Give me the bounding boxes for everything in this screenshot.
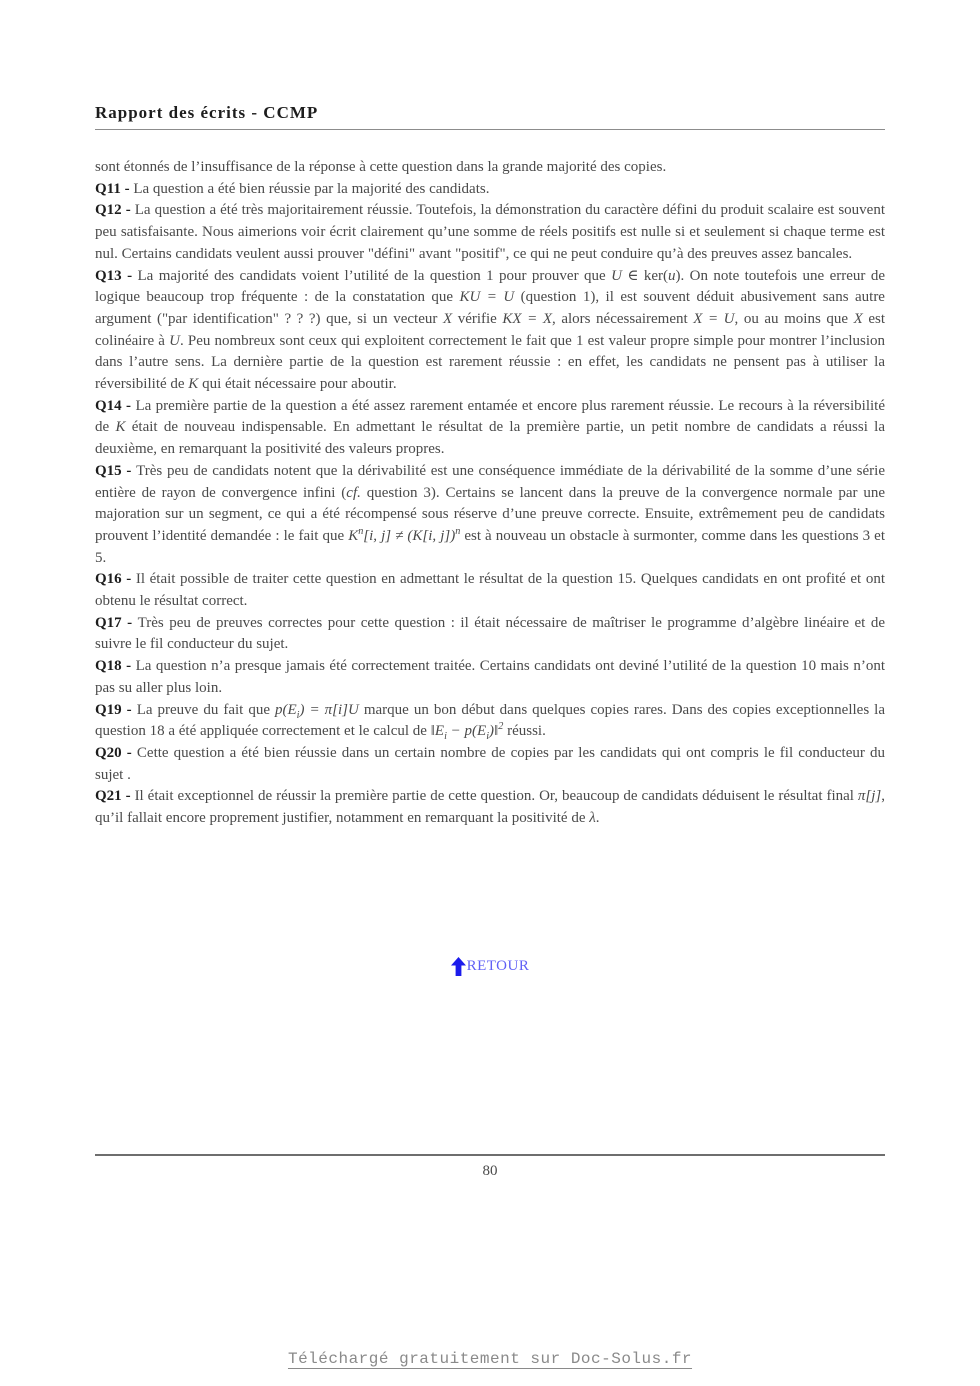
retour-label: RETOUR <box>466 958 530 974</box>
math-inline: KU = U <box>459 289 515 306</box>
text-run: ∈ ker( <box>621 267 668 284</box>
question-paragraph <box>95 786 885 829</box>
math-inline: n <box>455 525 461 537</box>
text-run: Il était possible de traiter cette question en admettant le résultat de la question 15. Quelques candidats en ont profité et ont obtenu le résultat correct. <box>95 571 885 610</box>
question-paragraph <box>95 179 885 201</box>
text-run: est colinéaire à <box>95 310 885 349</box>
question-label: Q16 - <box>95 571 136 588</box>
page-header-title: Rapport des écrits - CCMP <box>95 103 319 122</box>
question-label: Q19 - <box>95 701 137 718</box>
text-run: La preuve du fait que <box>136 701 275 718</box>
question-label: Q21 - <box>95 788 135 805</box>
text-run: ). On note toutefois une erreur de logique beaucoup trop fréquente : de la constatation que <box>95 267 885 306</box>
text-run: , qu’il fallait encore proprement justifier, notamment en remarquant la positivité de <box>95 788 885 827</box>
text-run: Très peu de preuves correctes pour cette question : il était nécessaire de maîtriser le programme d’algèbre linéaire et de suivre le fil conducteur du sujet. <box>95 614 885 653</box>
math-inline: K <box>348 527 359 544</box>
up-arrow-icon <box>451 957 466 976</box>
text-run: marque un bon début dans quelques copies rares. Dans des copies exceptionnelles la question 18 a été appliquée correctement et le calcul de <box>95 701 886 740</box>
math-inline: i <box>444 731 447 743</box>
text-run: vérifie <box>452 310 503 327</box>
question-label: Q20 - <box>95 744 137 761</box>
math-inline: i <box>486 731 490 743</box>
text-run: La première partie de la question a été assez rarement entamée et encore plus rarement réussie. Le recours à la réversibilité de <box>95 397 885 436</box>
question-label: Q17 - <box>95 614 138 631</box>
text-run: , ou au moins que <box>734 310 854 327</box>
text-run: est à nouveau un obstacle à surmonter, comme dans les questions 3 et 5. <box>95 527 886 566</box>
question-paragraph <box>95 157 885 179</box>
page-number: 80 <box>482 1163 498 1179</box>
math-inline: π[j] <box>857 788 882 805</box>
footer-rule <box>95 1154 885 1156</box>
question-paragraph <box>95 266 885 396</box>
question-paragraph <box>95 396 885 461</box>
question-paragraph <box>95 461 885 570</box>
question-paragraph <box>95 656 885 699</box>
text-run: était de nouveau indispensable. En admettant le résultat de la première partie, un petit nombre de candidats a réussi la deuxième, en remarquant la positivité des valeurs propres. <box>95 419 885 458</box>
text-run: La question a été bien réussie par la majorité des candidats. <box>133 180 490 197</box>
math-inline: ) = π[i]U <box>299 701 359 718</box>
question-label: Q15 - <box>95 462 137 479</box>
header-rule <box>95 129 885 130</box>
question-paragraph <box>95 200 885 265</box>
math-inline: X <box>442 310 453 327</box>
question-paragraph <box>95 743 885 786</box>
text-run: réussi. <box>503 723 546 740</box>
text-run: Il était exceptionnel de réussir la première partie de cette question. Or, beaucoup de candidats déduisent le résultat final <box>134 788 858 805</box>
math-inline: p(E <box>275 701 297 718</box>
text-run: . <box>595 810 600 827</box>
question-label: Q13 - <box>95 267 138 284</box>
math-inline: )‖ <box>489 723 499 740</box>
text-run: (question 1), il est souvent déduit abusivement sans autre argument ("par identification" ? ? ?) que, si un vecteur <box>95 289 885 327</box>
math-inline: i <box>296 709 300 721</box>
math-inline: λ <box>589 810 596 827</box>
math-inline: cf. <box>346 484 361 501</box>
math-inline: U <box>611 267 622 284</box>
text-run: . Peu nombreux sont ceux qui exploitent correctement le fait que 1 est valeur propre simple pour montrer l’inclusion dans l’autre sens. La dernière partie de la question est rarement réussie : en effet, les candidats ne pensent pas à utiliser la réversibilité de <box>95 332 885 393</box>
math-inline: U <box>169 332 180 349</box>
text-run: Très peu de candidats notent que la dérivabilité est une conséquence immédiate de la dérivabilité de la somme d’une série entière de rayon de convergence infini ( <box>95 462 885 501</box>
question-paragraph <box>95 569 885 612</box>
question-paragraph <box>95 613 885 656</box>
math-inline: K <box>115 419 126 436</box>
text-run: La majorité des candidats voient l’utilité de la question 1 pour prouver que <box>137 267 612 284</box>
download-footer-link[interactable]: Téléchargé gratuitement sur Doc-Solus.fr <box>287 1350 693 1368</box>
text-run: sont étonnés de l’insuffisance de la réponse à cette question dans la grande majorité des copies. <box>95 159 667 175</box>
math-inline: − p(E <box>446 723 487 740</box>
report-body <box>95 157 885 830</box>
text-run: , alors nécessairement <box>552 310 694 327</box>
math-inline: [i, j] ≠ (K[i, j]) <box>363 527 456 544</box>
question-label: Q14 - <box>95 397 136 414</box>
math-inline: K <box>188 376 199 393</box>
question-paragraph <box>95 700 885 743</box>
math-inline: n <box>358 525 364 537</box>
math-inline: X = U <box>693 310 735 327</box>
math-inline: 2 <box>498 721 504 733</box>
text-run: qui était nécessaire pour aboutir. <box>198 376 397 393</box>
math-inline: ‖E <box>430 723 445 740</box>
retour-link[interactable] <box>0 957 980 976</box>
text-run: question 3). Certains se lancent dans la preuve de la convergence normale par une majoration sur un segment, ce qui a été récompensé sous réserve d’une preuve correcte. Ensuite, extrêmement peu de candidats prouvent l’identité demandée : le fait que <box>95 484 886 544</box>
math-inline: KX = X <box>502 310 552 327</box>
math-inline: u <box>668 267 676 284</box>
text-run: La question n’a presque jamais été correctement traitée. Certains candidats ont deviné l’utilité de la question 10 mais n’ont pas su aller plus loin. <box>95 658 885 696</box>
text-run: Cette question a été bien réussie dans un certain nombre de copies par les candidats qui ont compris le fil conducteur du sujet . <box>95 744 885 783</box>
question-label: Q11 - <box>95 180 134 197</box>
math-inline: X <box>853 310 863 327</box>
question-label: Q18 - <box>95 658 136 675</box>
question-label: Q12 - <box>95 202 135 219</box>
text-run: La question a été très majoritairement réussie. Toutefois, la démonstration du caractère défini du produit scalaire est souvent peu satisfaisante. Nous aimerions voir écrit clairement qu’une somme de réels positifs est nulle si et seulement si chaque terme est nul. Certains candidats veulent aussi prouver "défini" avant "positif", ce qui ne peut conduire qu’à des preuves assez bancales. <box>95 202 885 262</box>
